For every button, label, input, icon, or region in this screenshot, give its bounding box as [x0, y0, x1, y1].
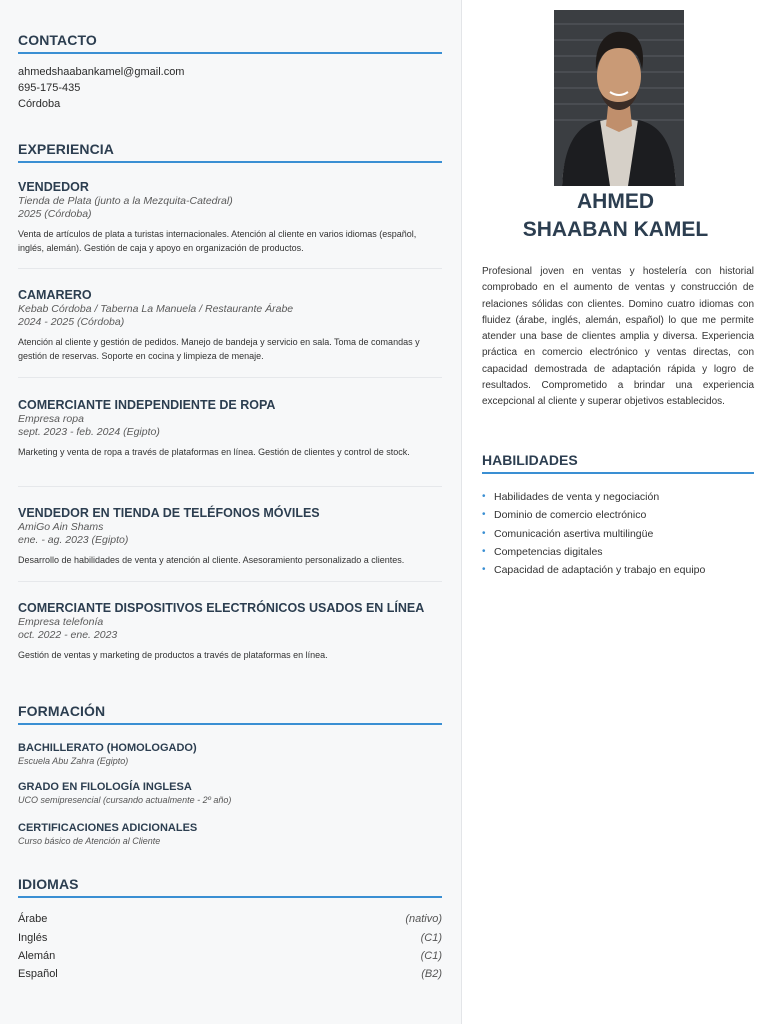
skills-section-title: HABILIDADES [482, 452, 754, 474]
language-name: Alemán [18, 950, 56, 962]
job-company: Empresa ropa [18, 413, 84, 425]
bullet-icon: • [482, 491, 486, 502]
bullet-icon: • [482, 545, 486, 557]
contact-email[interactable]: ahmedshaabankamel@gmail.com [18, 66, 185, 78]
language-level: (nativo) [405, 913, 442, 925]
languages-section-title: IDIOMAS [18, 876, 442, 898]
skill-item [482, 525, 754, 543]
job-separator [18, 377, 442, 378]
job-entry [18, 397, 442, 459]
job-title: COMERCIANTE DISPOSITIVOS ELECTRÓNICOS USADOS EN LÍNEA [18, 601, 425, 615]
skill-item [482, 561, 754, 579]
job-dates: 2024 - 2025 (Córdoba) [18, 316, 125, 328]
job-description: Venta de artículos de plata a turistas internacionales. Atención al cliente en varios idiomas (español, inglés, alemán). Gestión de caja y apoyo en organización de productos. [18, 229, 417, 253]
job-description: Marketing y venta de ropa a través de plataformas en línea. Gestión de clientes y control de stock. [18, 447, 410, 457]
education-entry [18, 821, 442, 847]
education-section-title: FORMACIÓN [18, 703, 442, 725]
job-company: Empresa telefonía [18, 616, 104, 628]
skill-label: Habilidades de venta y negociación [494, 491, 660, 503]
education-entry [18, 741, 442, 767]
language-row [18, 932, 442, 948]
profile-photo-illustration [554, 10, 684, 186]
education-title: BACHILLERATO (HOMOLOGADO) [18, 742, 197, 754]
job-separator [18, 581, 442, 582]
job-dates: sept. 2023 - feb. 2024 (Egipto) [18, 426, 160, 438]
education-title: CERTIFICACIONES ADICIONALES [18, 822, 198, 834]
job-entry [18, 287, 442, 363]
experience-section-title: EXPERIENCIA [18, 141, 442, 163]
bullet-icon: • [482, 509, 486, 521]
skill-item [482, 506, 754, 524]
job-separator [18, 268, 442, 269]
job-dates: 2025 (Córdoba) [18, 208, 92, 220]
job-title: VENDEDOR EN TIENDA DE TELÉFONOS MÓVILES [18, 506, 320, 520]
language-row [18, 913, 442, 929]
language-name: Árabe [18, 913, 48, 925]
job-entry [18, 505, 442, 567]
language-row [18, 968, 442, 984]
job-company: Kebab Córdoba / Taberna La Manuela / Restaurante Árabe [18, 303, 294, 315]
contact-phone[interactable]: 695-175-435 [18, 82, 81, 94]
skills-list [482, 488, 754, 579]
skill-label: Competencias digitales [494, 545, 603, 558]
education-institution: Escuela Abu Zahra (Egipto) [18, 756, 129, 766]
language-name: Inglés [18, 932, 48, 944]
education-title: GRADO EN FILOLOGÍA INGLESA [18, 781, 192, 793]
profile-photo [554, 10, 684, 186]
job-description: Atención al cliente y gestión de pedidos. Manejo de bandeja y servicio en sala. Toma de comandas y gestión de reservas. Soporte en cocina y limpieza de menaje. [18, 337, 420, 361]
contact-city: Córdoba [18, 98, 61, 110]
profile-first-name: AHMED [577, 190, 654, 213]
job-dates: ene. - ag. 2023 (Egipto) [18, 534, 129, 546]
job-description: Gestión de ventas y marketing de productos a través de plataformas en línea. [18, 650, 328, 660]
education-entry [18, 780, 442, 806]
skill-label: Dominio de comercio electrónico [494, 509, 647, 522]
bullet-icon: • [482, 564, 486, 576]
job-title: VENDEDOR [18, 180, 89, 194]
job-entry [18, 179, 442, 255]
education-institution: UCO semipresencial (cursando actualmente - 2º año) [18, 795, 232, 805]
skill-item [482, 543, 754, 561]
language-name: Español [18, 968, 58, 980]
profile-summary: Profesional joven en ventas y hostelería con historial comprobado en el aumento de ventas y construcción de relaciones sólidas con clientes. Domino cuatro idiomas con fluidez (árabe, inglés, alemán, español) lo que me permite atender una base de clientes amplia y diversa. Experiencia práctica en comercio electrónico y ventas directas, con capacidad demostrada de adaptación rápida y logro de resultados. Comprometido a brindar una experiencia excepcional al cliente y superar objetivos establecidos. [482, 266, 754, 408]
job-company: Tienda de Plata (junto a la Mezquita-Catedral) [18, 195, 233, 207]
language-level: (C1) [420, 932, 442, 944]
language-level: (B2) [421, 968, 442, 980]
skill-item [482, 488, 754, 506]
job-description: Desarrollo de habilidades de venta y atención al cliente. Asesoramiento personalizado a clientes. [18, 555, 405, 565]
skill-label: Capacidad de adaptación y trabajo en equipo [494, 564, 706, 577]
job-entry [18, 600, 442, 662]
education-institution: Curso básico de Atención al Cliente [18, 836, 161, 846]
profile-last-name: SHAABAN KAMEL [522, 218, 709, 241]
language-row [18, 950, 442, 966]
job-company: AmiGo Ain Shams [18, 521, 104, 533]
bullet-icon: • [482, 527, 486, 539]
job-title: COMERCIANTE INDEPENDIENTE DE ROPA [18, 398, 276, 412]
job-separator [18, 486, 442, 487]
contact-section-title: CONTACTO [18, 32, 442, 54]
job-dates: oct. 2022 - ene. 2023 [18, 629, 118, 641]
job-title: CAMARERO [18, 288, 92, 302]
language-level: (C1) [420, 950, 442, 962]
skill-label: Comunicación asertiva multilingüe [494, 527, 654, 540]
